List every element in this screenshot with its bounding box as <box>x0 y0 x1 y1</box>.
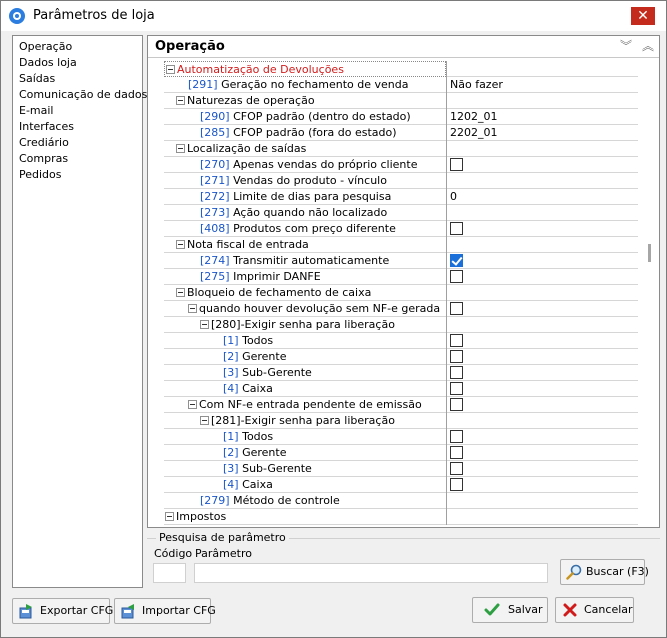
tree-row[interactable] <box>164 445 638 461</box>
param-checkbox[interactable] <box>450 462 463 475</box>
cancel-button[interactable] <box>555 597 634 623</box>
param-label: Caixa <box>242 478 273 491</box>
collapse-all-icon[interactable]: ︾ <box>619 39 632 53</box>
window-title: Parâmetros de loja <box>33 8 155 23</box>
param-value[interactable] <box>446 205 638 221</box>
tree-row[interactable] <box>164 365 638 381</box>
param-code: [271] <box>200 174 230 187</box>
parameter-search-group <box>147 531 660 587</box>
param-value[interactable]: 0 <box>446 189 638 205</box>
collapse-icon[interactable] <box>176 96 185 105</box>
param-code: [408] <box>200 222 230 235</box>
tree-row[interactable] <box>164 413 638 429</box>
param-code: [285] <box>200 126 230 139</box>
param-code: [2] <box>223 350 239 363</box>
param-checkbox[interactable] <box>450 446 463 459</box>
nav-item-compras[interactable]: Compras <box>19 152 69 165</box>
save-button-label: Salvar <box>508 603 543 616</box>
codigo-label: Código <box>154 547 193 560</box>
tree-row[interactable] <box>164 301 638 317</box>
tree-row[interactable] <box>164 61 638 77</box>
param-checkbox[interactable] <box>450 302 463 315</box>
nav-item-dados-loja[interactable]: Dados loja <box>19 56 77 69</box>
param-code: [275] <box>200 270 230 283</box>
tree-row[interactable] <box>164 173 638 189</box>
param-label: Todos <box>242 430 274 443</box>
parameter-tree <box>164 61 638 527</box>
param-label: Transmitir automaticamente <box>233 254 390 267</box>
param-code: [3] <box>223 366 239 379</box>
param-label: Produtos com preço diferente <box>233 222 396 235</box>
param-label: Gerente <box>242 446 287 459</box>
param-checkbox[interactable] <box>450 382 463 395</box>
tree-row[interactable] <box>164 429 638 445</box>
collapse-icon[interactable] <box>200 416 209 425</box>
param-label: CFOP padrão (dentro do estado) <box>233 110 411 123</box>
param-code: [4] <box>223 478 239 491</box>
tree-row[interactable] <box>164 141 638 157</box>
save-button[interactable] <box>472 597 548 623</box>
param-code: [273] <box>200 206 230 219</box>
tree-row[interactable] <box>164 269 638 285</box>
param-code: [279] <box>200 494 230 507</box>
search-legend: Pesquisa de parâmetro <box>156 531 289 544</box>
magnifier-icon <box>566 564 582 580</box>
param-value[interactable]: 1202_01 <box>446 109 638 125</box>
param-value[interactable] <box>446 493 638 509</box>
param-label: Método de controle <box>233 494 340 507</box>
title-bar <box>1 1 666 31</box>
collapse-icon[interactable] <box>176 240 185 249</box>
collapse-icon[interactable] <box>200 320 209 329</box>
app-icon <box>9 8 25 24</box>
collapse-icon[interactable] <box>165 512 174 521</box>
param-checkbox[interactable] <box>450 350 463 363</box>
nav-item-operacao[interactable]: Operação <box>19 40 73 53</box>
param-checkbox[interactable] <box>450 430 463 443</box>
tree-node-label: Com NF-e entrada pendente de emissão <box>199 398 422 411</box>
import-cfg-label: Importar CFG <box>142 604 216 617</box>
param-checkbox[interactable] <box>450 478 463 491</box>
tree-row[interactable] <box>164 477 638 493</box>
tree-row[interactable] <box>164 397 638 413</box>
param-checkbox[interactable] <box>450 334 463 347</box>
nav-item-pedidos[interactable]: Pedidos <box>19 168 62 181</box>
tree-row[interactable] <box>164 221 638 237</box>
collapse-icon[interactable] <box>166 65 175 74</box>
vertical-scrollbar[interactable] <box>642 61 658 527</box>
tree-row[interactable] <box>164 493 638 509</box>
param-label: Gerente <box>242 350 287 363</box>
param-label: Ação quando não localizado <box>233 206 388 219</box>
export-icon <box>18 603 34 619</box>
tree-row[interactable] <box>164 109 638 125</box>
param-checkbox[interactable] <box>450 398 463 411</box>
tree-row[interactable] <box>164 333 638 349</box>
parametro-input[interactable] <box>194 563 548 583</box>
param-checkbox[interactable] <box>450 158 463 171</box>
param-label: Geração no fechamento de venda <box>221 78 409 91</box>
param-code: [274] <box>200 254 230 267</box>
scrollbar-thumb[interactable] <box>648 244 651 262</box>
checkmark-icon <box>484 602 500 618</box>
tree-node-label: Nota fiscal de entrada <box>187 238 309 251</box>
expand-all-icon[interactable]: ︽ <box>641 39 654 53</box>
search-button-label: Buscar (F3) <box>586 565 649 578</box>
param-code: [4] <box>223 382 239 395</box>
param-code: [1] <box>223 334 239 347</box>
import-cfg-button[interactable] <box>114 598 216 624</box>
param-value[interactable]: 2202_01 <box>446 125 638 141</box>
param-label: CFOP padrão (fora do estado) <box>233 126 397 139</box>
tree-row[interactable] <box>164 237 638 253</box>
param-label: Sub-Gerente <box>242 366 312 379</box>
collapse-icon[interactable] <box>188 304 197 313</box>
param-code: [290] <box>200 110 230 123</box>
export-cfg-label: Exportar CFG <box>40 604 114 617</box>
param-code: [272] <box>200 190 230 203</box>
collapse-icon[interactable] <box>176 288 185 297</box>
tree-node-label: Naturezas de operação <box>187 94 315 107</box>
panel-header <box>148 36 659 58</box>
tree-row[interactable] <box>164 461 638 477</box>
param-checkbox[interactable] <box>450 366 463 379</box>
export-cfg-button[interactable] <box>12 598 114 624</box>
param-label: Todos <box>242 334 274 347</box>
codigo-input[interactable] <box>153 563 186 583</box>
param-code: [291] <box>188 78 218 91</box>
param-value[interactable]: Não fazer <box>446 77 638 93</box>
tree-node-label: Localização de saídas <box>187 142 307 155</box>
tree-row[interactable] <box>164 381 638 397</box>
import-icon <box>120 603 136 619</box>
tree-node-label: [280]-Exigir senha para liberação <box>211 318 395 331</box>
nav-item-interfaces[interactable]: Interfaces <box>19 120 74 133</box>
tree-row[interactable] <box>164 93 638 109</box>
param-label: Caixa <box>242 382 273 395</box>
collapse-icon[interactable] <box>188 400 197 409</box>
tree-row[interactable] <box>164 349 638 365</box>
param-label: Imprimir DANFE <box>233 270 321 283</box>
param-code: [270] <box>200 158 230 171</box>
nav-item-crediario[interactable]: Crediário <box>19 136 69 149</box>
tree-row[interactable] <box>164 189 638 205</box>
nav-item-saidas[interactable]: Saídas <box>19 72 56 85</box>
nav-item-comunicacao[interactable]: Comunicação de dados <box>19 88 148 101</box>
search-button[interactable] <box>560 559 649 585</box>
param-checkbox[interactable] <box>450 222 463 235</box>
param-code: [1] <box>223 430 239 443</box>
parameters-panel <box>147 35 660 528</box>
param-value[interactable] <box>446 173 638 189</box>
param-label: Vendas do produto - vínculo <box>233 174 387 187</box>
tree-row[interactable] <box>164 509 638 525</box>
tree-row[interactable] <box>164 317 638 333</box>
tree-row[interactable] <box>164 125 638 141</box>
tree-row[interactable] <box>164 253 638 269</box>
panel-title: Operação <box>155 39 225 54</box>
tree-node-label: Automatização de Devoluções <box>177 63 344 76</box>
parametro-label: Parâmetro <box>195 547 252 560</box>
tree-row[interactable] <box>164 285 638 301</box>
tree-node-label: Impostos <box>176 510 227 523</box>
param-label: Apenas vendas do próprio cliente <box>233 158 418 171</box>
param-checkbox[interactable] <box>450 270 463 283</box>
param-label: Sub-Gerente <box>242 462 312 475</box>
tree-node-label: Bloqueio de fechamento de caixa <box>187 286 372 299</box>
param-code: [2] <box>223 446 239 459</box>
param-checkbox-checked[interactable] <box>450 254 463 267</box>
cancel-button-label: Cancelar <box>584 603 633 616</box>
param-code: [3] <box>223 462 239 475</box>
param-label: Limite de dias para pesquisa <box>233 190 392 203</box>
nav-item-email[interactable]: E-mail <box>19 104 54 117</box>
tree-node-label: quando houver devolução sem NF-e gerada <box>199 302 441 315</box>
tree-row[interactable] <box>164 205 638 221</box>
tree-row[interactable] <box>164 157 638 173</box>
close-button[interactable]: ✕ <box>631 7 655 25</box>
tree-node-label: [281]-Exigir senha para liberação <box>211 414 395 427</box>
category-list <box>12 35 148 588</box>
tree-row[interactable] <box>164 77 638 93</box>
collapse-icon[interactable] <box>176 144 185 153</box>
x-icon <box>562 602 578 618</box>
